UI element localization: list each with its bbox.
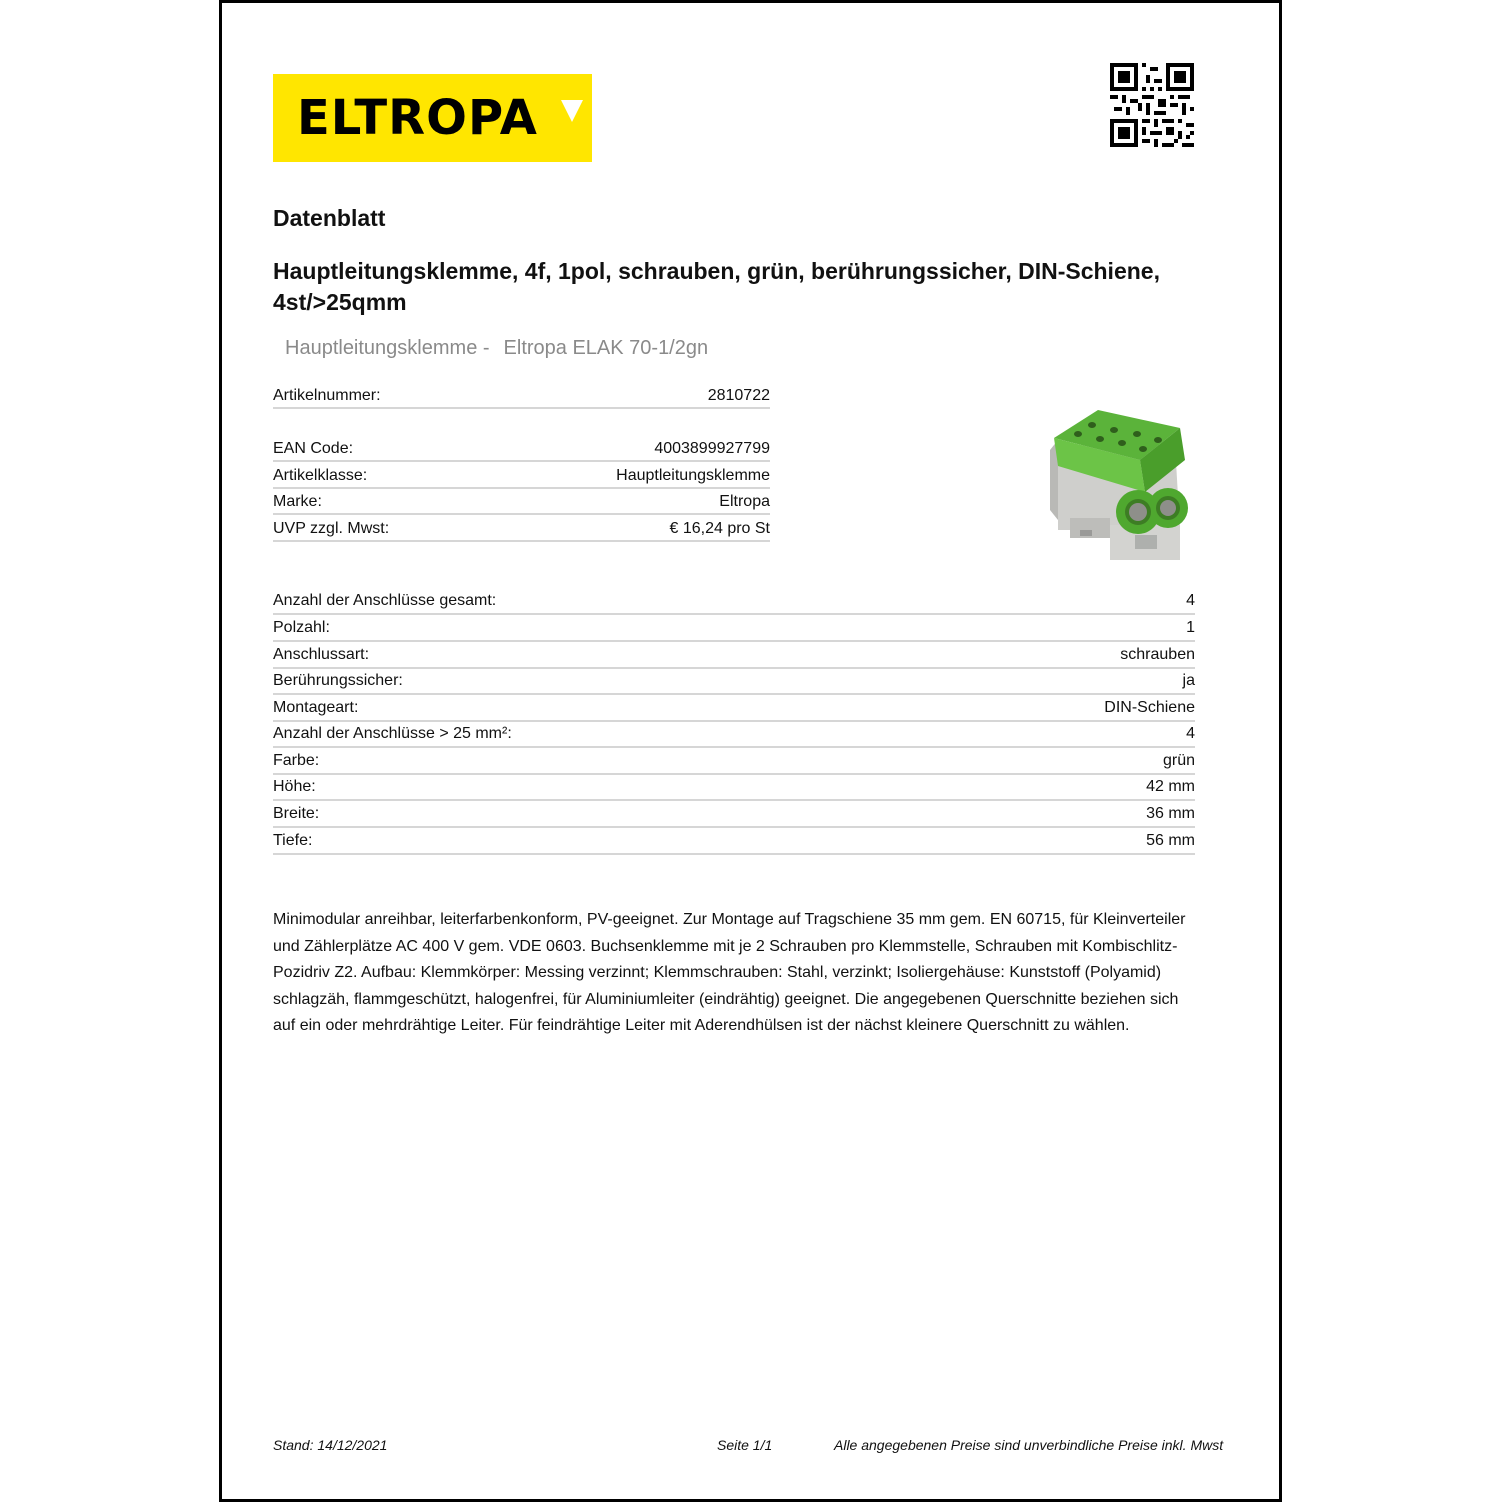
- footer-page-number: Seite 1/1: [717, 1437, 773, 1453]
- article-row: [273, 436, 770, 462]
- spec-label: Tiefe:: [273, 832, 313, 849]
- logo-text: ELTROPA: [297, 90, 538, 146]
- spec-label: Anzahl der Anschlüsse gesamt:: [273, 592, 497, 609]
- spec-row: [273, 642, 1195, 669]
- article-label: Artikelnummer:: [273, 387, 381, 404]
- article-value: Hauptleitungsklemme: [616, 467, 770, 484]
- article-value: Eltropa: [719, 493, 770, 510]
- spec-value: 42 mm: [1146, 778, 1195, 795]
- spec-row: [273, 828, 1195, 855]
- article-value: 2810722: [707, 387, 770, 404]
- article-row: [273, 383, 770, 409]
- footer-date: Stand: 14/12/2021: [273, 1437, 388, 1453]
- spec-row: [273, 721, 1195, 748]
- article-label: UVP zzgl. Mwst:: [273, 520, 390, 537]
- spec-value: DIN-Schiene: [1104, 699, 1195, 716]
- spec-value: 1: [1186, 619, 1195, 636]
- product-subtitle: [285, 337, 708, 360]
- spec-row: [273, 774, 1195, 801]
- article-value: 4003899927799: [654, 440, 770, 457]
- spec-row: [273, 588, 1195, 615]
- qr-code-icon: [1110, 63, 1194, 147]
- eltropa-logo: [273, 74, 592, 162]
- spec-row: [273, 695, 1195, 722]
- spec-row: [273, 615, 1195, 642]
- article-row: [273, 463, 770, 489]
- product-description: Minimodular anreihbar, leiterfarbenkonform, PV-geeignet. Zur Montage auf Tragschiene 35 mm gem. EN 60715, für Kleinverteiler und Zählerplätze AC 400 V gem. VDE 0603. Buchsenklemme mit je 2 Schrauben pro Klemmstelle, Schrauben mit Kombischlitz-Pozidriv Z2. Aufbau: Klemmkörper: Messing verzinnt; Klemmschrauben: Stahl, verzinkt; Isoliergehäuse: Kunststoff (Polyamid) schlagzäh, flammgeschützt, halogenfrei, für Aluminiumleiter (eindrähtig) geeignet. Die angegebenen Querschnitte beziehen sich auf ein oder mehrdrähtige Leiter. Für feindrähtige Leiter mit Aderendhülsen ist der nächst kleinere Querschnitt zu wählen.: [273, 911, 1186, 1035]
- article-label: Artikelklasse:: [273, 467, 368, 484]
- product-title: Hauptleitungsklemme, 4f, 1pol, schrauben, grün, berührungssicher, DIN-Schiene, 4st/>25qmm: [273, 258, 1160, 315]
- spec-label: Berührungssicher:: [273, 672, 403, 689]
- spec-value: 56 mm: [1146, 832, 1195, 849]
- article-row: [273, 489, 770, 515]
- article-row: [273, 516, 770, 542]
- spec-row: [273, 801, 1195, 828]
- spec-label: Anschlussart:: [273, 646, 370, 663]
- spec-value: grün: [1162, 752, 1195, 769]
- spec-label: Polzahl:: [273, 619, 330, 636]
- product-image: [1040, 400, 1190, 570]
- spec-label: Anzahl der Anschlüsse > 25 mm²:: [273, 725, 512, 742]
- logo-triangle-icon: [561, 100, 583, 122]
- article-value: € 16,24 pro St: [669, 520, 770, 537]
- article-label: Marke:: [273, 493, 322, 510]
- spec-value: schrauben: [1120, 646, 1195, 663]
- spec-value: ja: [1182, 672, 1195, 689]
- spec-row: [273, 748, 1195, 775]
- spec-label: Höhe:: [273, 778, 316, 795]
- spec-label: Montageart:: [273, 699, 359, 716]
- spec-row: [273, 668, 1195, 695]
- spec-value: 4: [1186, 592, 1195, 609]
- article-label: EAN Code:: [273, 440, 354, 457]
- document-label: Datenblatt: [273, 205, 386, 231]
- subtitle-category: Hauptleitungsklemme -: [285, 337, 490, 359]
- subtitle-model: Eltropa ELAK 70-1/2gn: [503, 337, 709, 359]
- footer-price-note: Alle angegebenen Preise sind unverbindliche Preise inkl. Mwst: [834, 1437, 1224, 1453]
- spec-label: Farbe:: [273, 752, 320, 769]
- spec-value: 4: [1186, 725, 1195, 742]
- spec-value: 36 mm: [1146, 805, 1195, 822]
- spec-label: Breite:: [273, 805, 320, 822]
